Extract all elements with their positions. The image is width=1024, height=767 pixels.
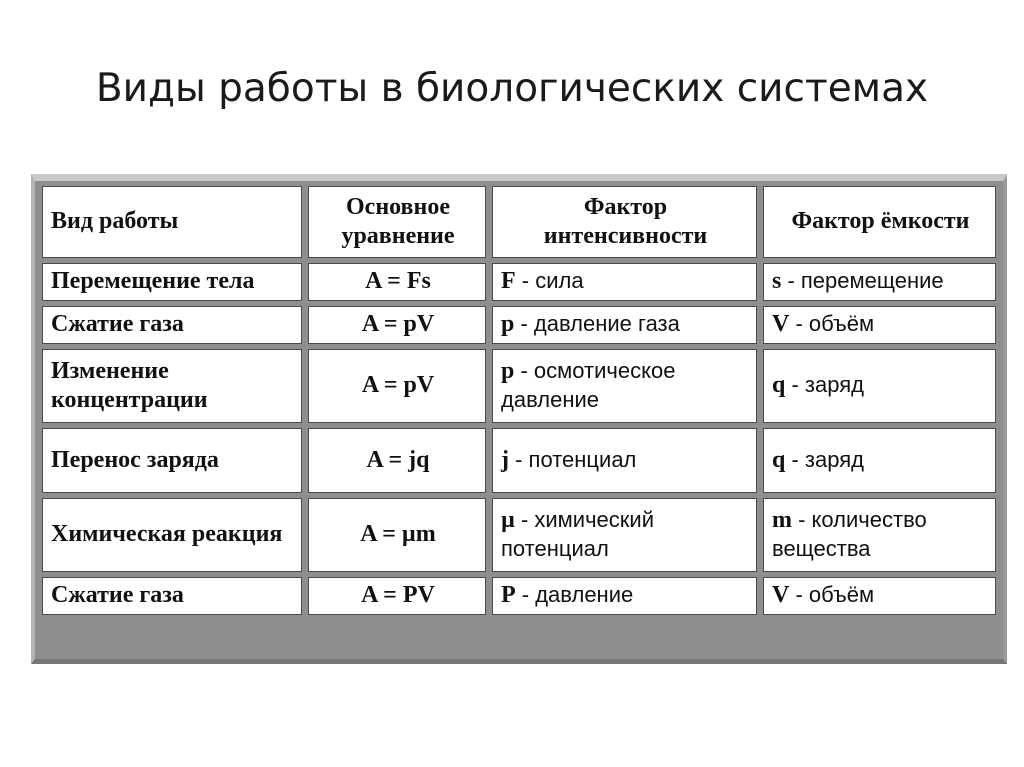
intensity-desc: - потенциал xyxy=(509,446,637,472)
capacity-symbol: s xyxy=(772,268,782,295)
work-type-cell: Сжатие газа xyxy=(42,577,302,615)
equation-cell: A = Fs xyxy=(308,263,486,301)
capacity-desc: - количество вещества xyxy=(772,506,927,561)
table-row xyxy=(42,306,996,344)
capacity-cell xyxy=(763,306,996,344)
capacity-symbol: q xyxy=(772,372,786,399)
intensity-cell xyxy=(492,498,757,572)
intensity-symbol: F xyxy=(501,268,516,295)
capacity-desc: - заряд xyxy=(785,446,864,472)
capacity-symbol: q xyxy=(772,446,786,473)
capacity-desc: - заряд xyxy=(785,372,864,398)
capacity-cell xyxy=(763,577,996,615)
table-row xyxy=(42,428,996,493)
work-type-cell: Сжатие газа xyxy=(42,306,302,344)
capacity-cell xyxy=(763,428,996,493)
header-intensity-factor: Фактор интенсивности xyxy=(492,186,757,258)
table-row xyxy=(42,349,996,423)
intensity-cell xyxy=(492,306,757,344)
capacity-symbol: m xyxy=(772,506,792,533)
table-row xyxy=(42,263,996,301)
work-type-cell: Перенос заряда xyxy=(42,428,302,493)
table-header-row xyxy=(42,186,996,258)
intensity-symbol: P xyxy=(501,582,516,609)
intensity-desc: - химический потенциал xyxy=(501,506,654,561)
intensity-cell xyxy=(492,428,757,493)
equation-cell: A = µm xyxy=(308,498,486,572)
table-row xyxy=(42,577,996,615)
equation-cell: A = pV xyxy=(308,349,486,423)
work-type-cell: Изменение концентрации xyxy=(42,349,302,423)
table-row xyxy=(42,498,996,572)
capacity-desc: - объём xyxy=(789,311,875,337)
equation-cell: A = PV xyxy=(308,577,486,615)
capacity-cell xyxy=(763,498,996,572)
work-types-table xyxy=(36,181,1002,620)
intensity-symbol: µ xyxy=(501,506,515,533)
capacity-cell xyxy=(763,263,996,301)
capacity-symbol: V xyxy=(772,582,790,609)
intensity-desc: - сила xyxy=(515,268,584,294)
header-work-type: Вид работы xyxy=(42,186,302,258)
header-equation: Основное уравнение xyxy=(308,186,486,258)
capacity-desc: - перемещение xyxy=(781,268,944,294)
work-type-cell: Химическая реакция xyxy=(42,498,302,572)
equation-cell: A = jq xyxy=(308,428,486,493)
intensity-symbol: p xyxy=(501,357,515,384)
capacity-symbol: V xyxy=(772,311,790,338)
equation-cell: A = pV xyxy=(308,306,486,344)
intensity-cell xyxy=(492,577,757,615)
intensity-desc: - осмотическое давление xyxy=(501,357,676,412)
table-frame xyxy=(31,174,1007,664)
intensity-desc: - давление газа xyxy=(514,311,680,337)
intensity-symbol: p xyxy=(501,311,515,338)
intensity-symbol: j xyxy=(501,446,509,473)
capacity-desc: - объём xyxy=(789,582,875,608)
header-capacity-factor: Фактор ёмкости xyxy=(763,186,996,258)
work-type-cell: Перемещение тела xyxy=(42,263,302,301)
intensity-desc: - давление xyxy=(515,582,634,608)
capacity-cell xyxy=(763,349,996,423)
intensity-cell xyxy=(492,263,757,301)
slide-title: Виды работы в биологических системах xyxy=(95,66,929,111)
intensity-cell xyxy=(492,349,757,423)
